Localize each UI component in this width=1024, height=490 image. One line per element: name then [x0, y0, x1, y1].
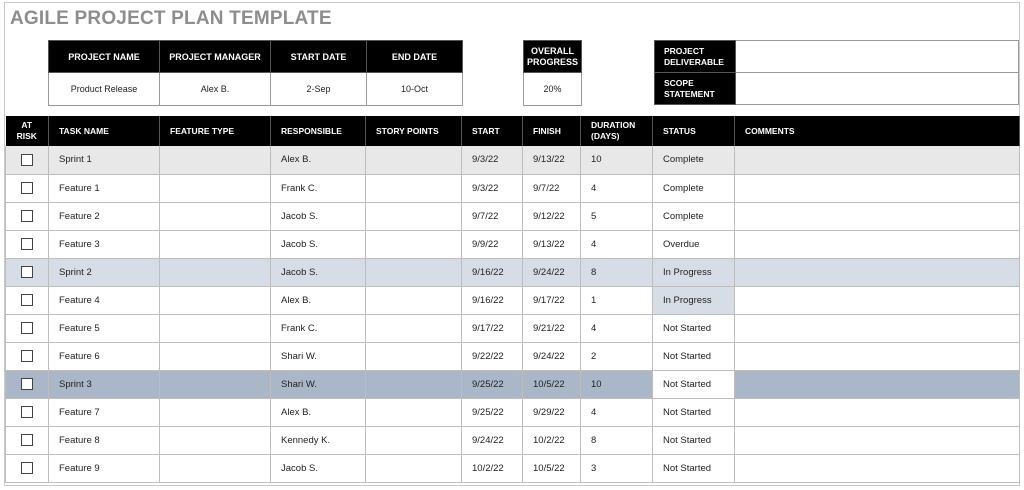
task-name-cell[interactable]: Sprint 2	[49, 258, 160, 286]
status-cell[interactable]: Overdue	[653, 230, 735, 258]
scope-statement-cell[interactable]	[736, 73, 1019, 105]
finish-cell[interactable]: 9/13/22	[523, 146, 581, 174]
at-risk-checkbox[interactable]	[21, 462, 33, 474]
at-risk-checkbox[interactable]	[21, 378, 33, 390]
status-cell[interactable]: Not Started	[653, 370, 735, 398]
comments-cell[interactable]	[735, 398, 1020, 426]
task-row	[6, 286, 1020, 314]
at-risk-checkbox[interactable]	[21, 322, 33, 334]
project-deliverable-label: PROJECT DELIVERABLE	[655, 41, 736, 73]
at-risk-checkbox[interactable]	[21, 238, 33, 250]
start-cell[interactable]: 9/9/22	[462, 230, 523, 258]
feature-type-cell[interactable]	[160, 258, 271, 286]
comments-cell[interactable]	[735, 146, 1020, 174]
finish-cell[interactable]: 10/5/22	[523, 370, 581, 398]
feature-type-cell[interactable]	[160, 174, 271, 202]
start-cell[interactable]: 9/7/22	[462, 202, 523, 230]
feature-type-cell[interactable]	[160, 230, 271, 258]
task-name-cell[interactable]: Feature 2	[49, 202, 160, 230]
story-points-cell[interactable]	[366, 174, 462, 202]
at-risk-cell	[6, 454, 49, 482]
duration-cell[interactable]: 8	[581, 426, 653, 454]
start-date-cell[interactable]: 2-Sep	[271, 73, 367, 106]
task-name-cell[interactable]: Sprint 1	[49, 146, 160, 174]
finish-cell[interactable]: 9/17/22	[523, 286, 581, 314]
task-row	[6, 454, 1020, 482]
start-cell[interactable]: 9/16/22	[462, 286, 523, 314]
finish-cell[interactable]: 9/21/22	[523, 314, 581, 342]
responsible-cell[interactable]: Alex B.	[271, 146, 366, 174]
story-points-header: STORY POINTS	[366, 116, 462, 146]
feature-type-cell[interactable]	[160, 146, 271, 174]
comments-cell[interactable]	[735, 202, 1020, 230]
task-row	[6, 146, 1020, 174]
duration-cell[interactable]: 4	[581, 398, 653, 426]
at-risk-cell	[6, 258, 49, 286]
finish-cell[interactable]: 9/12/22	[523, 202, 581, 230]
duration-cell[interactable]: 10	[581, 146, 653, 174]
at-risk-cell	[6, 314, 49, 342]
finish-cell[interactable]: 10/5/22	[523, 454, 581, 482]
duration-cell[interactable]: 4	[581, 230, 653, 258]
status-cell[interactable]: Not Started	[653, 454, 735, 482]
task-name-cell[interactable]: Feature 9	[49, 454, 160, 482]
duration-cell[interactable]: 4	[581, 174, 653, 202]
responsible-cell[interactable]: Jacob S.	[271, 258, 366, 286]
feature-type-cell[interactable]	[160, 342, 271, 370]
project-manager-header: PROJECT MANAGER	[160, 41, 271, 73]
responsible-cell[interactable]: Alex B.	[271, 286, 366, 314]
feature-type-cell[interactable]	[160, 454, 271, 482]
at-risk-cell	[6, 174, 49, 202]
status-cell[interactable]: Not Started	[653, 398, 735, 426]
status-cell[interactable]: Complete	[653, 146, 735, 174]
comments-cell[interactable]	[735, 258, 1020, 286]
task-name-cell[interactable]: Feature 7	[49, 398, 160, 426]
comments-cell[interactable]	[735, 342, 1020, 370]
finish-cell[interactable]: 9/7/22	[523, 174, 581, 202]
task-row	[6, 230, 1020, 258]
responsible-cell[interactable]: Jacob S.	[271, 202, 366, 230]
finish-cell[interactable]: 9/13/22	[523, 230, 581, 258]
task-name-cell[interactable]: Feature 4	[49, 286, 160, 314]
comments-cell[interactable]	[735, 230, 1020, 258]
at-risk-cell	[6, 426, 49, 454]
at-risk-checkbox[interactable]	[21, 406, 33, 418]
status-header: STATUS	[653, 116, 735, 146]
finish-header: FINISH	[523, 116, 581, 146]
duration-cell[interactable]: 5	[581, 202, 653, 230]
start-date-header: START DATE	[271, 41, 367, 73]
task-row	[6, 258, 1020, 286]
project-manager-cell[interactable]: Alex B.	[160, 73, 271, 106]
comments-cell[interactable]	[735, 370, 1020, 398]
project-name-cell[interactable]: Product Release	[49, 73, 160, 106]
task-name-cell[interactable]: Feature 6	[49, 342, 160, 370]
status-cell[interactable]: Not Started	[653, 314, 735, 342]
status-cell[interactable]: Not Started	[653, 342, 735, 370]
status-cell[interactable]: In Progress	[653, 286, 735, 314]
start-cell[interactable]: 9/25/22	[462, 398, 523, 426]
comments-cell[interactable]	[735, 286, 1020, 314]
at-risk-cell	[6, 230, 49, 258]
task-name-header: TASK NAME	[49, 116, 160, 146]
comments-cell[interactable]	[735, 454, 1020, 482]
duration-cell[interactable]: 2	[581, 342, 653, 370]
status-cell[interactable]: Not Started	[653, 426, 735, 454]
at-risk-cell	[6, 286, 49, 314]
responsible-header: RESPONSIBLE	[271, 116, 366, 146]
at-risk-cell	[6, 398, 49, 426]
feature-type-header: FEATURE TYPE	[160, 116, 271, 146]
story-points-cell[interactable]	[366, 286, 462, 314]
overall-progress-header: OVERALL PROGRESS	[524, 41, 582, 73]
at-risk-cell	[6, 370, 49, 398]
at-risk-checkbox[interactable]	[21, 154, 33, 166]
responsible-cell[interactable]: Jacob S.	[271, 454, 366, 482]
responsible-cell[interactable]: Frank C.	[271, 174, 366, 202]
overall-progress-cell[interactable]: 20%	[524, 73, 582, 106]
status-cell[interactable]: Complete	[653, 174, 735, 202]
feature-type-cell[interactable]	[160, 398, 271, 426]
task-row	[6, 426, 1020, 454]
at-risk-cell	[6, 342, 49, 370]
task-name-cell[interactable]: Feature 3	[49, 230, 160, 258]
status-cell[interactable]: Complete	[653, 202, 735, 230]
duration-cell[interactable]: 8	[581, 258, 653, 286]
responsible-cell[interactable]: Kennedy K.	[271, 426, 366, 454]
finish-cell[interactable]: 10/2/22	[523, 426, 581, 454]
story-points-cell[interactable]	[366, 202, 462, 230]
task-row	[6, 314, 1020, 342]
start-cell[interactable]: 9/25/22	[462, 370, 523, 398]
overall-progress-table	[523, 40, 582, 106]
story-points-cell[interactable]	[366, 146, 462, 174]
feature-type-cell[interactable]	[160, 426, 271, 454]
feature-type-cell[interactable]	[160, 202, 271, 230]
comments-cell[interactable]	[735, 314, 1020, 342]
at-risk-header: AT RISK	[6, 116, 49, 146]
duration-cell[interactable]: 4	[581, 314, 653, 342]
at-risk-checkbox[interactable]	[21, 210, 33, 222]
story-points-cell[interactable]	[366, 426, 462, 454]
at-risk-checkbox[interactable]	[21, 350, 33, 362]
story-points-cell[interactable]	[366, 454, 462, 482]
status-cell[interactable]: In Progress	[653, 258, 735, 286]
task-row	[6, 342, 1020, 370]
finish-cell[interactable]: 9/29/22	[523, 398, 581, 426]
duration-cell[interactable]: 3	[581, 454, 653, 482]
comments-cell[interactable]	[735, 174, 1020, 202]
deliverables-table	[654, 40, 1019, 105]
start-cell[interactable]: 9/16/22	[462, 258, 523, 286]
duration-header: DURATION (DAYS)	[581, 116, 653, 146]
start-header: START	[462, 116, 523, 146]
end-date-header: END DATE	[367, 41, 463, 73]
at-risk-checkbox[interactable]	[21, 182, 33, 194]
comments-cell[interactable]	[735, 426, 1020, 454]
project-summary-table	[48, 40, 463, 106]
story-points-cell[interactable]	[366, 370, 462, 398]
story-points-cell[interactable]	[366, 258, 462, 286]
task-table	[5, 116, 1020, 483]
at-risk-checkbox[interactable]	[21, 434, 33, 446]
comments-header: COMMENTS	[735, 116, 1020, 146]
responsible-cell[interactable]: Shari W.	[271, 370, 366, 398]
responsible-cell[interactable]: Shari W.	[271, 342, 366, 370]
task-table-header	[6, 116, 1020, 146]
scope-statement-label: SCOPE STATEMENT	[655, 73, 736, 105]
start-cell[interactable]: 9/17/22	[462, 314, 523, 342]
task-row	[6, 398, 1020, 426]
feature-type-cell[interactable]	[160, 314, 271, 342]
project-name-header: PROJECT NAME	[49, 41, 160, 73]
duration-cell[interactable]: 10	[581, 370, 653, 398]
story-points-cell[interactable]	[366, 230, 462, 258]
feature-type-cell[interactable]	[160, 370, 271, 398]
end-date-cell[interactable]: 10-Oct	[367, 73, 463, 106]
task-row	[6, 370, 1020, 398]
story-points-cell[interactable]	[366, 342, 462, 370]
feature-type-cell[interactable]	[160, 286, 271, 314]
task-name-cell[interactable]: Sprint 3	[49, 370, 160, 398]
finish-cell[interactable]: 9/24/22	[523, 342, 581, 370]
start-cell[interactable]: 9/24/22	[462, 426, 523, 454]
at-risk-cell	[6, 146, 49, 174]
task-name-cell[interactable]: Feature 5	[49, 314, 160, 342]
start-cell[interactable]: 9/3/22	[462, 174, 523, 202]
task-name-cell[interactable]: Feature 1	[49, 174, 160, 202]
responsible-cell[interactable]: Frank C.	[271, 314, 366, 342]
story-points-cell[interactable]	[366, 314, 462, 342]
at-risk-checkbox[interactable]	[21, 266, 33, 278]
duration-cell[interactable]: 1	[581, 286, 653, 314]
task-name-cell[interactable]: Feature 8	[49, 426, 160, 454]
project-deliverable-cell[interactable]	[736, 41, 1019, 73]
at-risk-cell	[6, 202, 49, 230]
page-title: AGILE PROJECT PLAN TEMPLATE	[10, 8, 332, 29]
responsible-cell[interactable]: Alex B.	[271, 398, 366, 426]
start-cell[interactable]: 10/2/22	[462, 454, 523, 482]
task-row	[6, 202, 1020, 230]
at-risk-checkbox[interactable]	[21, 294, 33, 306]
task-row	[6, 174, 1020, 202]
start-cell[interactable]: 9/3/22	[462, 146, 523, 174]
responsible-cell[interactable]: Jacob S.	[271, 230, 366, 258]
finish-cell[interactable]: 9/24/22	[523, 258, 581, 286]
start-cell[interactable]: 9/22/22	[462, 342, 523, 370]
story-points-cell[interactable]	[366, 398, 462, 426]
